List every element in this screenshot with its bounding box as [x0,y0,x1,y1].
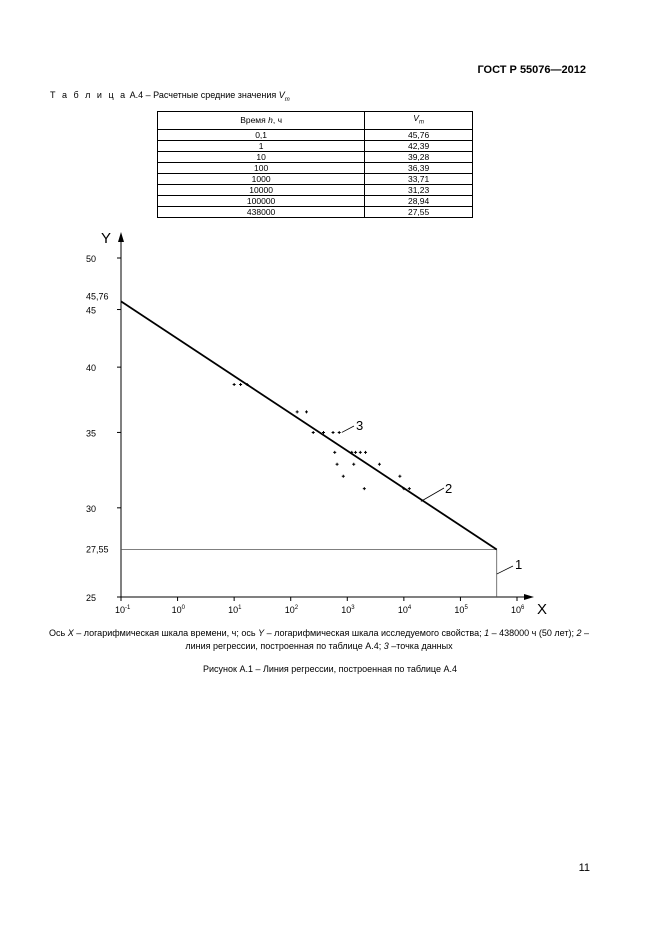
x-tick-label [172,605,186,615]
cell-vm: 39,28 [365,151,473,162]
cell-vm: 42,39 [365,140,473,151]
data-point [354,451,357,454]
annotation-2-label: 2 [445,481,453,496]
note-part: – линия регрессии, построенная по таблице А.4; [185,628,590,651]
y-ref-label: 45,76 [86,291,109,302]
x-tick-exp: 2 [294,605,299,611]
y-axis-label: Y [101,230,112,247]
x-tick-base: 10 [511,605,522,615]
header-vm-var: V [413,113,419,123]
cell-vm: 33,71 [365,173,473,184]
cell-time: 1 [158,140,365,151]
header-time-unit: , ч [272,115,283,126]
x-tick-exp: 4 [407,605,412,611]
y-tick-label: 35 [85,428,96,439]
data-point [239,383,242,386]
y-tick-label: 45 [85,305,96,316]
note-y: Y [258,628,265,638]
x-tick-exp: 0 [181,605,185,611]
data-point [352,463,355,466]
cell-vm: 28,94 [365,195,473,206]
annotation-3-leader [342,426,354,432]
cell-time: 100 [158,162,365,173]
data-point [338,431,341,434]
data-point [363,487,366,490]
data-point [333,451,336,454]
standard-number: ГОСТ Р 55076—2012 [477,64,586,76]
regression-line [121,301,497,549]
data-point [233,383,236,386]
table-caption-var: V [278,90,285,100]
annotation-3-label: 3 [356,418,364,433]
x-tick-label [115,605,131,615]
note-part: –точка данных [391,641,453,651]
page-number: 11 [578,862,590,874]
note-part: – 438000 ч (50 лет); [491,628,574,638]
y-tick-label: 40 [85,363,96,374]
x-tick-base: 10 [341,605,352,615]
header-time-text: Время [240,115,266,126]
cell-vm: 27,55 [365,206,473,217]
data-point [312,431,315,434]
y-tick-label: 30 [85,503,96,514]
x-tick-label [398,605,412,615]
x-tick-base: 10 [397,605,408,615]
x-tick-exp: 3 [351,605,355,611]
cell-time: 10000 [158,184,365,195]
data-point [359,451,362,454]
cell-vm: 36,39 [365,162,473,173]
cell-time: 10 [158,151,365,162]
data-point [378,463,381,466]
note-x: X [67,628,74,638]
data-point [342,475,345,478]
figure-caption: Рисунок А.1 – Линия регрессии, построенная по таблице А.4 [203,664,457,674]
note-part: – логарифмическая шкала исследуемого свойства; [266,628,482,638]
x-axis-label: X [537,601,548,618]
x-tick-exp: -1 [125,605,131,611]
x-tick-base: 10 [284,605,295,615]
y-tick-label: 50 [85,254,96,264]
note-n1: 1 [484,628,490,638]
cell-vm: 45,76 [365,129,473,140]
y-axis-arrow [118,232,124,242]
x-tick-exp: 1 [238,605,242,611]
x-tick-label [341,605,355,615]
cell-time: 0,1 [158,129,365,140]
axes-note [46,627,592,653]
note-part: Ось [48,628,66,638]
data-point [398,475,401,478]
x-tick-exp: 5 [464,605,468,611]
data-point [305,410,308,413]
x-tick-base: 10 [115,605,126,615]
annotation-1-label: 1 [515,557,523,572]
data-point [408,487,411,490]
cell-time: 438000 [158,206,365,217]
x-tick-exp: 6 [521,605,525,611]
cell-time: 1000 [158,173,365,184]
x-tick-label [511,605,525,615]
x-tick-base: 10 [454,605,465,615]
x-tick-base: 10 [171,605,182,615]
x-tick-base: 10 [228,605,239,615]
plot-layer [86,230,547,618]
y-tick-label: 25 [85,593,96,603]
x-tick-label [228,605,242,615]
annotation-2-leader [421,488,444,501]
header-vm-sub: m [418,119,424,126]
data-point [364,451,367,454]
note-part: – логарифмическая шкала времени, ч; ось [76,628,256,638]
x-axis-arrow [524,594,534,600]
annotation-1-leader [497,566,513,574]
data-point [336,463,339,466]
header-time-var: h [268,115,273,126]
x-tick-label [285,605,299,615]
note-n2: 2 [576,628,582,638]
table-caption-sub: m [284,96,290,103]
cell-time: 100000 [158,195,365,206]
data-point [332,431,335,434]
cell-vm: 31,23 [365,184,473,195]
data-point [296,410,299,413]
table-caption-text: А.4 – Расчетные средние значения [129,90,277,100]
table-caption-label: Т а б л и ц а [50,90,128,100]
x-tick-label [454,605,468,615]
note-n3: 3 [383,641,389,651]
y-ref-label: 27,55 [86,544,109,555]
